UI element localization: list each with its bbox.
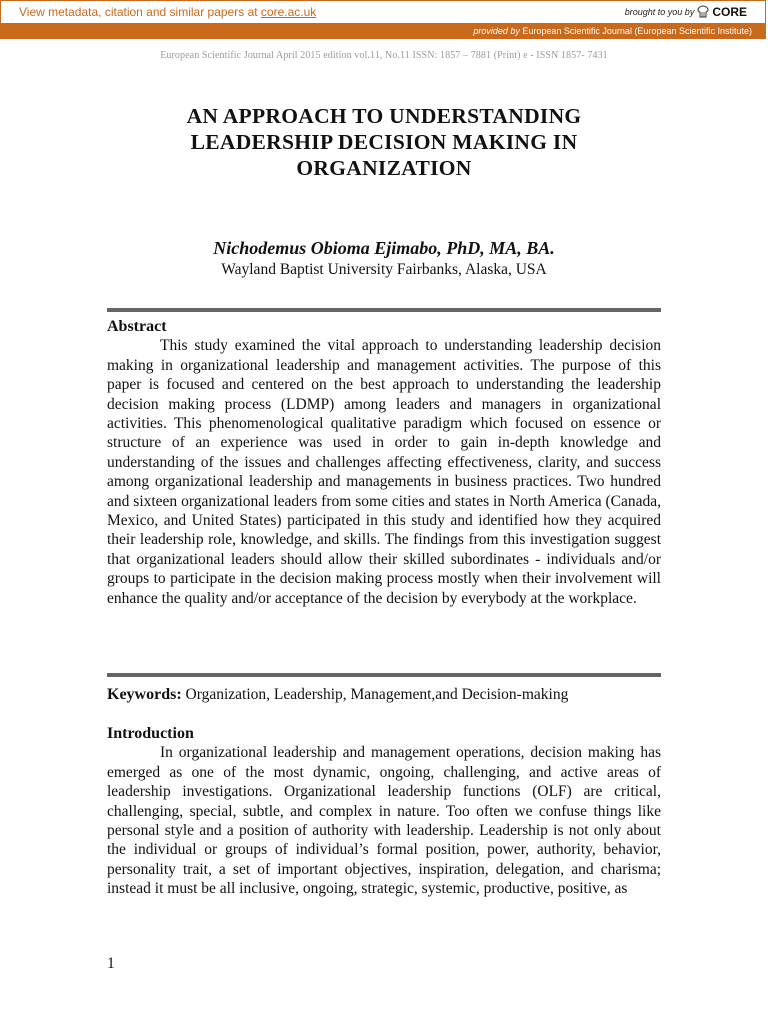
keywords-text: Organization, Leadership, Management,and Decision-making [185,686,569,703]
abstract-section [107,317,661,608]
abstract-text: This study examined the vital approach to understanding leadership decision making in organizational leadership and management activities. The purpose of this paper is focused and centered on the best approach to understanding the leadership decision making process (LDMP) among leaders and managers in organizational activities. This phenomenological qualitative paradigm which focused on essence or structure of an experience was used in order to gain in-depth knowledge and understanding of the issues and challenges affecting effectiveness, clarity, and success among organizational leadership and managements in business practices. Two hundred and sixteen organizational leaders from some cities and states in North America (Canada, Mexico, and United States) participated in this study and identified how they acquired their leadership role, knowledge, and skills. The findings from this investigation suggest that organizational leaders should allow their skilled subordinates - individuals and/or groups to participate in the decision making process mostly when their involvement will enhance the quality and/or acceptance of the decision by everybody at the workplace. [107,337,661,607]
abstract-top-divider [107,308,661,312]
title-line: LEADERSHIP DECISION MAKING IN [190,130,578,154]
author-affiliation: Wayland Baptist University Fairbanks, Alaska, USA [221,261,547,278]
provided-prefix: provided by [473,26,520,36]
title-line: AN APPROACH TO UNDERSTANDING [186,104,582,128]
abstract-bottom-divider [107,673,661,677]
keywords-label: Keywords: [107,686,182,703]
core-brand[interactable] [625,5,747,19]
page-number: 1 [107,955,115,972]
core-logo-icon [697,5,709,19]
keywords-line [107,686,568,704]
introduction-heading: Introduction [107,725,194,742]
introduction-section [107,724,661,899]
core-link[interactable]: core.ac.uk [260,5,317,19]
metadata-text: View metadata, citation and similar papers at [19,5,261,19]
core-label: CORE [712,5,747,19]
metadata-banner-text [19,5,316,19]
provided-by-bar [0,24,766,39]
title-line: ORGANIZATION [296,156,472,180]
abstract-heading: Abstract [107,318,167,335]
author-name: Nichodemus Obioma Ejimabo, PhD, MA, BA. [213,238,555,258]
provided-source[interactable]: European Scientific Journal (European Scientific Institute) [522,26,752,36]
paper-title [0,103,768,181]
core-banner [0,0,766,24]
brought-text: brought to you by [624,7,695,17]
introduction-text: In organizational leadership and management operations, decision making has emerged as one of the most dynamic, ongoing, challenging, and active areas of leadership investigations. Organizational leadership functions (OLF) are critical, challenging, special, subtle, and complex in nature. Too often we confuse things like personal style and a position of authority with leadership. Leadership is not only about the individual or groups of individual’s formal position, power, authority, behavior, personality trait, a set of important objectives, inspiration, delegation, and charisma; instead it must be all inclusive, ongoing, strategic, systemic, productive, positive, as [107,744,661,898]
journal-header: European Scientific Journal April 2015 edition vol.11, No.11 ISSN: 1857 – 7881 (Print) e - ISSN 1857- 7431 [160,50,608,61]
